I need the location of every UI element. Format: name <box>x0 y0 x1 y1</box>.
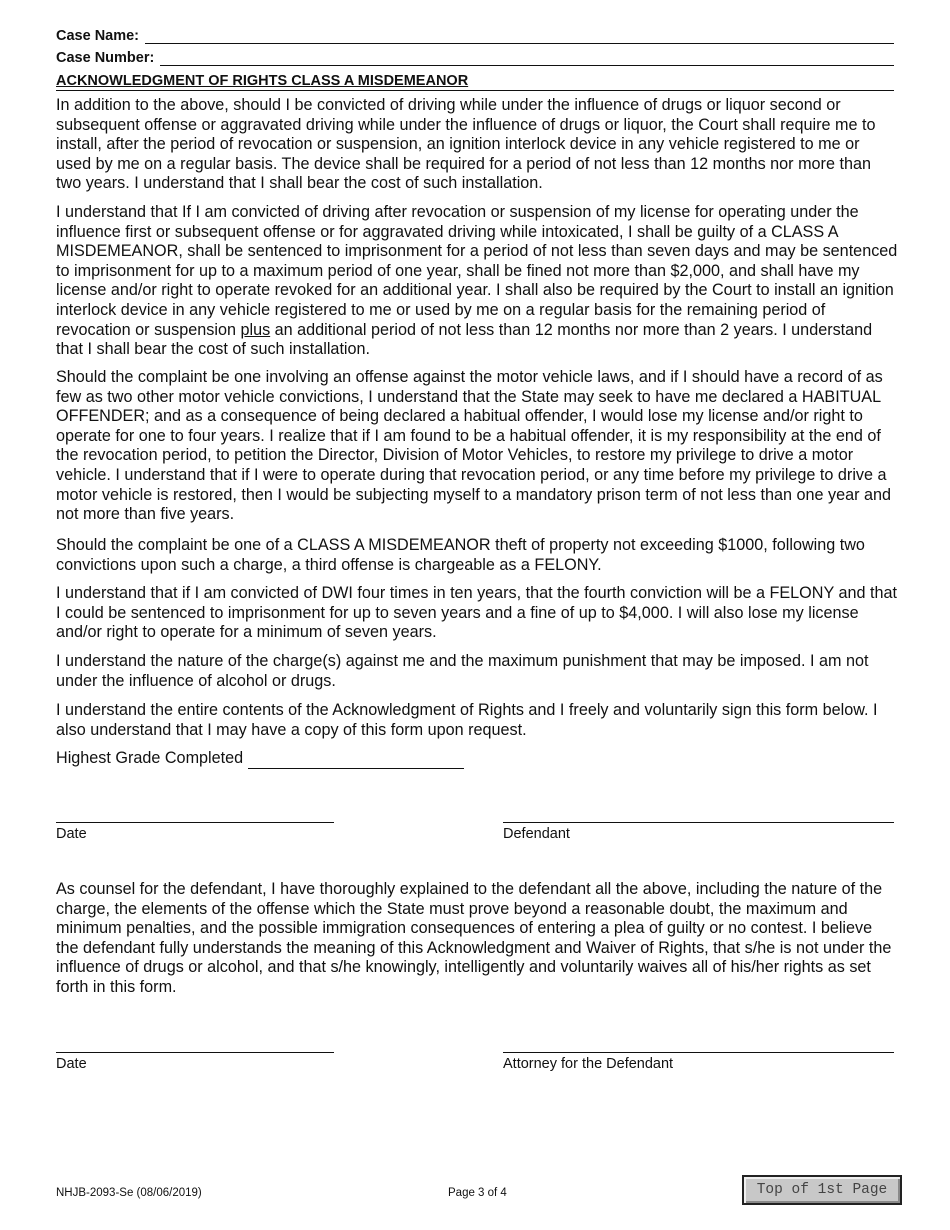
revocation-text-part1: I understand that If I am convicted of driving after revocation or suspension of my license for operating under the influence first or subsequent offense or for aggravated driving while intoxicated, I shall be guilty of a CLASS A MISDEMEANOR, shall be sentenced to imprisonment for a period of not less than seven days and may be sentenced to imprisonment for up to a maximum period of one year, shall be fined not more than $2,000, and shall have my license and/or right to operate revoked for an additional year. I shall also be required by the Court to install an ignition interlock device in any vehicle registered to me or used by me on a regular basis for the remaining period of revocation or suspension <box>56 203 898 339</box>
top-of-first-page-button[interactable]: Top of 1st Page <box>742 1175 902 1205</box>
defendant-date-line[interactable] <box>56 822 334 823</box>
case-name-row <box>56 28 894 44</box>
entire-contents-paragraph: I understand the entire contents of the Acknowledgment of Rights and I freely and voluntarily sign this form below. I also understand that I may have a copy of this form upon request. <box>56 701 878 739</box>
case-name-field[interactable] <box>145 29 894 44</box>
highest-grade-row <box>56 749 464 769</box>
attorney-signature-line[interactable] <box>503 1052 894 1053</box>
highest-grade-field[interactable] <box>248 752 464 769</box>
page-number: Page 3 of 4 <box>448 1187 507 1199</box>
defendant-date-label: Date <box>56 826 87 842</box>
case-number-label: Case Number: <box>56 50 155 66</box>
habitual-offender-paragraph: Should the complaint be one involving an offense against the motor vehicle laws, and if I should have a record of as few as two other motor vehicle convictions, I understand that the State may seek to have me declared a HABITUAL OFFENDER; and as a consequence of being declared a habitual offender, I would lose my license and/or right to operate for one to four years. I realize that if I am found to be a habitual offender, it is my responsibility at the end of the revocation period, to petition the Director, Division of Motor Vehicles, to restore my privilege to drive a motor vehicle. I understand that if I were to operate during that revocation period, or any time before my privilege to drive a motor vehicle is restored, then I would be subjecting myself to a mandatory prison term of not less than one year and not more than five years. <box>56 368 891 524</box>
theft-paragraph: Should the complaint be one of a CLASS A MISDEMEANOR theft of property not exceeding $1000, following two convictions upon such a charge, a third offense is chargeable as a FELONY. <box>56 536 865 574</box>
dwi-paragraph: I understand that if I am convicted of DWI four times in ten years, that the fourth conviction will be a FELONY and that I could be sentenced to imprisonment for up to seven years and a fine of up to $4,000. I will also lose my license and/or right to operate for a minimum of seven years. <box>56 584 897 642</box>
revocation-underlined-word: plus <box>240 320 271 339</box>
highest-grade-label: Highest Grade Completed <box>56 749 244 767</box>
section-title: ACKNOWLEDGMENT OF RIGHTS CLASS A MISDEMEANOR <box>56 73 894 91</box>
counsel-paragraph: As counsel for the defendant, I have thoroughly explained to the defendant all the above, including the nature of the charge, the elements of the offense which the State must prove beyond a reasonable doubt, the maximum and minimum penalties, and the possible immigration consequences of entering a plea of guilty or no contest. I believe the defendant fully understands the meaning of this Acknowledgment and Waiver of Rights, that s/he is not under the influence of drugs or alcohol, and that s/he knowingly, intelligently and voluntarily waives all of his/her rights as set forth in this form. <box>56 880 892 996</box>
defendant-signature-line[interactable] <box>503 822 894 823</box>
interlock-paragraph: In addition to the above, should I be convicted of driving while under the influence of drugs or liquor second or subsequent offense or aggravated driving while under the influence of drugs or liquor, the Court shall require me to install, after the period of revocation or suspension, an ignition interlock device in any vehicle registered to me or used by me on a regular basis. The device shall be required for a period of not less than 12 months nor more than two years. I understand that I shall bear the cost of such installation. <box>56 96 876 193</box>
case-number-row <box>56 50 894 66</box>
case-number-field[interactable] <box>160 51 894 66</box>
revocation-paragraph <box>56 203 898 360</box>
nature-paragraph: I understand the nature of the charge(s) against me and the maximum punishment that may be imposed. I am not under the influence of alcohol or drugs. <box>56 652 869 690</box>
case-name-label: Case Name: <box>56 28 140 44</box>
revocation-text-part2: an additional period of not less than 12 months nor more than 2 years. I understand that I shall bear the cost of such installation. <box>56 320 873 359</box>
attorney-date-label: Date <box>56 1056 87 1072</box>
attorney-date-line[interactable] <box>56 1052 334 1053</box>
defendant-label: Defendant <box>503 826 570 842</box>
form-id: NHJB-2093-Se (08/06/2019) <box>56 1187 202 1199</box>
attorney-label: Attorney for the Defendant <box>503 1056 674 1072</box>
